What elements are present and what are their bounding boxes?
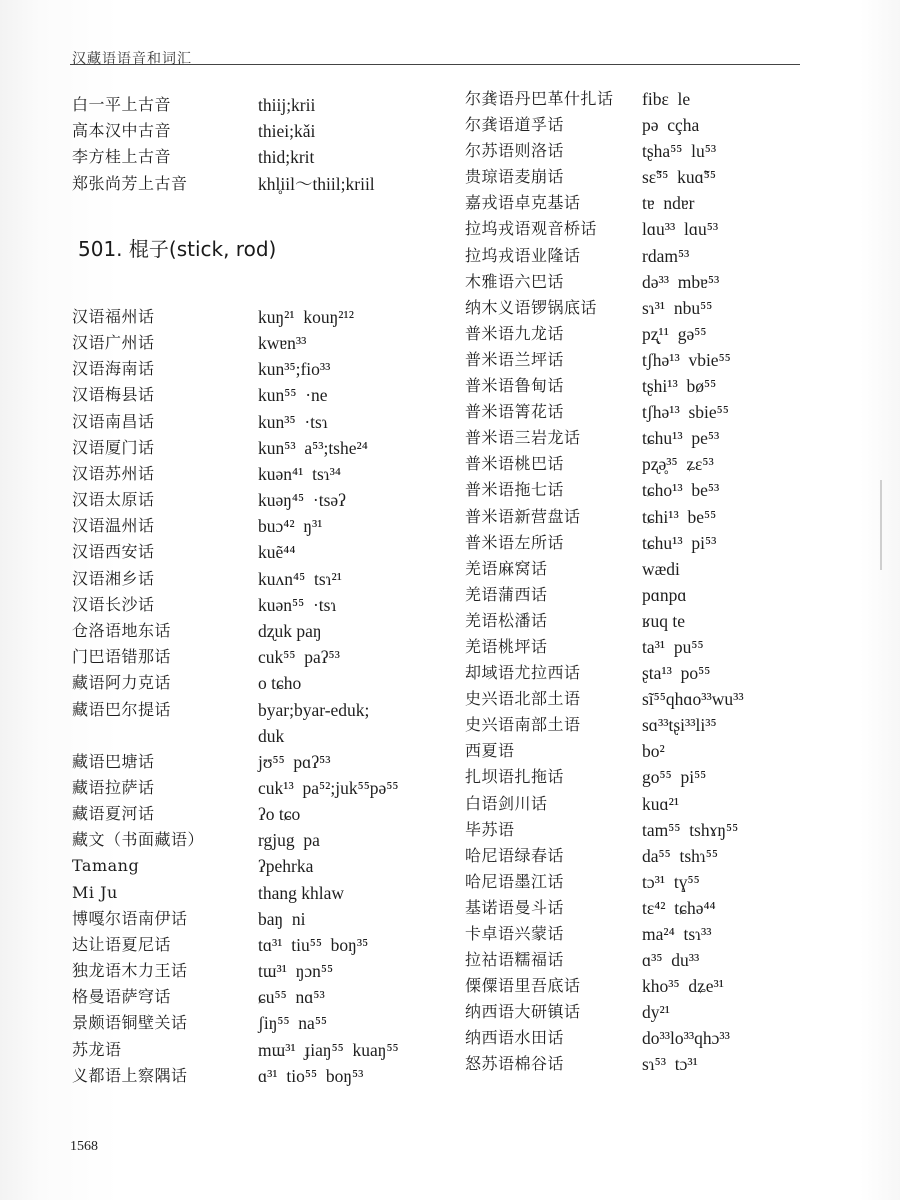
language-name: 史兴语南部土语 — [465, 715, 581, 735]
entry-row — [72, 382, 452, 408]
word-form: cuk¹³ pa⁵²;juk⁵⁵pə⁵⁵ — [258, 777, 399, 798]
language-name: 普米语拖七话 — [465, 480, 565, 500]
word-form: thiei;kǎi — [258, 121, 316, 142]
word-form: sĩ⁵⁵qhɑo³³wu³³ — [642, 689, 744, 710]
entry-row — [465, 530, 825, 556]
entry-row — [72, 906, 452, 932]
entry-row — [465, 764, 825, 790]
language-name: 尔苏语则洛话 — [465, 141, 565, 161]
entry-row — [465, 556, 825, 582]
language-name: 史兴语北部土语 — [465, 689, 581, 709]
word-form: ɑ³⁵ du³³ — [642, 950, 700, 971]
entry-row — [72, 670, 452, 696]
language-name: 尔龚语丹巴革什扎话 — [465, 89, 614, 108]
language-name: 汉语温州话 — [72, 516, 155, 536]
language-name: 木雅语六巴话 — [465, 271, 565, 291]
language-name: 扎坝语扎拖话 — [465, 767, 565, 787]
language-name: 普米语三岩龙话 — [465, 428, 581, 448]
page-number: 1568 — [70, 1139, 98, 1154]
word-form: fibɛ le — [642, 89, 691, 109]
language-name: 傈僳语里吾底话 — [465, 976, 581, 996]
entry-row — [72, 1010, 452, 1036]
entry-row — [465, 608, 825, 634]
language-name: 藏语巴塘话 — [72, 751, 155, 771]
language-name: 达让语夏尼话 — [72, 934, 172, 954]
section-heading: 501. 棍子(stick, rod) — [78, 236, 277, 261]
entry-row — [72, 92, 452, 118]
language-name: 普米语九龙话 — [465, 323, 565, 343]
word-form: kun³⁵;fio³³ — [258, 359, 331, 380]
language-name: 博嘎尔语南伊话 — [72, 908, 188, 928]
entry-row — [465, 947, 825, 973]
entry-row — [465, 738, 825, 764]
language-name: 却域语尤拉西话 — [465, 663, 581, 683]
language-name: 羌语麻窝话 — [465, 558, 548, 578]
word-form: pə cçha — [642, 115, 700, 136]
entry-row — [465, 973, 825, 999]
language-name: 怒苏语棉谷话 — [465, 1054, 565, 1074]
left-column — [72, 92, 452, 1089]
entry-row — [72, 984, 452, 1010]
language-name: 嘉戎语卓克基话 — [465, 193, 581, 213]
running-head-title: 汉藏语语音和词汇 — [72, 51, 192, 67]
entry-row — [465, 347, 825, 373]
entry-row — [72, 539, 452, 565]
word-form: tɕhi¹³ be⁵⁵ — [642, 506, 717, 527]
entry-row — [465, 634, 825, 660]
entry-row — [465, 425, 825, 451]
language-name: 藏语巴尔提话 — [72, 699, 172, 719]
language-name: 藏语阿力克话 — [72, 673, 172, 693]
entry-row — [72, 827, 452, 853]
entry-row — [465, 112, 825, 138]
entry-row — [465, 895, 825, 921]
word-form: kuẽ⁴⁴ — [258, 542, 296, 563]
word-form: o tɕho — [258, 673, 302, 694]
entry-row — [72, 171, 452, 197]
word-form: lɑu³³ lɑu⁵³ — [642, 219, 719, 240]
entry-row — [465, 582, 825, 608]
entry-row — [465, 791, 825, 817]
language-name: 普米语新营盘话 — [465, 506, 581, 526]
language-name: 羌语松潘话 — [465, 610, 548, 630]
word-form: bo² — [642, 741, 665, 762]
language-name: 汉语长沙话 — [72, 594, 155, 614]
word-form: ʁuq te — [642, 610, 686, 631]
previous-entry-list — [72, 92, 452, 197]
language-name: 西夏语 — [465, 741, 515, 761]
entry-row — [465, 921, 825, 947]
word-form: mɯ³¹ ɟiaŋ⁵⁵ kuaŋ⁵⁵ — [258, 1039, 399, 1060]
language-name: 汉语南昌话 — [72, 411, 155, 431]
word-form: kun³⁵ ·tsɿ — [258, 411, 328, 432]
language-name: 拉坞戎语观音桥话 — [465, 219, 598, 239]
entry-row — [72, 853, 452, 879]
entry-row — [465, 399, 825, 425]
entry-row — [72, 697, 452, 749]
word-form: kuŋ²¹ kouŋ²¹² — [258, 306, 355, 327]
word-form: thiij;krii — [258, 95, 316, 115]
entry-row — [72, 749, 452, 775]
language-name: 高本汉中古音 — [72, 121, 172, 141]
word-form: do³³lo³³qhɔ³³ — [642, 1028, 730, 1049]
word-form: sɿ³¹ nbu⁵⁵ — [642, 297, 713, 318]
word-form: kun⁵³ a⁵³;tshe²⁴ — [258, 437, 368, 458]
language-name: 纳西语大研镇话 — [465, 1002, 581, 1022]
word-form: tʃhə¹³ sbie⁵⁵ — [642, 402, 729, 423]
language-name: 拉祜语糯福话 — [465, 950, 565, 970]
entry-row — [465, 477, 825, 503]
entry-row — [72, 513, 452, 539]
word-form: kuɑ²¹ — [642, 793, 680, 814]
entry-row — [72, 592, 452, 618]
entry-row — [465, 86, 825, 112]
language-name: 仓洛语地东话 — [72, 621, 172, 640]
language-name: 纳木义语锣锅底话 — [465, 297, 598, 317]
left-entry-list — [72, 304, 452, 1089]
entry-row — [465, 817, 825, 843]
entry-row — [72, 304, 452, 330]
word-form: cuk⁵⁵ paʔ⁵³ — [258, 647, 340, 668]
language-name: 汉语海南话 — [72, 359, 155, 379]
entry-row — [465, 504, 825, 530]
entry-row — [72, 644, 452, 670]
word-form: rgjug pa — [258, 830, 320, 851]
word-form: tʃhə¹³ vbie⁵⁵ — [642, 349, 731, 370]
entry-row — [465, 190, 825, 216]
entry-row — [465, 686, 825, 712]
word-form: tɐ ndɐr — [642, 193, 695, 214]
word-form: jʊ⁵⁵ pɑʔ⁵³ — [258, 751, 331, 772]
language-name: Mi Ju — [72, 882, 118, 902]
entry-row — [72, 932, 452, 958]
word-form: sɑ³³tʂi³³li³⁵ — [642, 715, 717, 736]
language-name: 贵琼语麦崩话 — [465, 167, 565, 187]
entry-row — [72, 1063, 452, 1089]
language-name: 普米语箐花话 — [465, 402, 565, 422]
word-form: kho³⁵ dʑe³¹ — [642, 976, 725, 997]
word-form: tɔ³¹ tɣ⁵⁵ — [642, 871, 700, 892]
entry-row — [465, 999, 825, 1025]
right-column — [465, 86, 825, 1078]
word-form: thang khlaw — [258, 882, 345, 903]
language-name: 藏文（书面藏语） — [72, 830, 205, 850]
language-name: 普米语兰坪话 — [465, 349, 565, 369]
word-form: pʐə̥³⁵ ʑɛ⁵³ — [642, 454, 714, 475]
entry-row — [72, 775, 452, 801]
word-form: ʃiŋ⁵⁵ na⁵⁵ — [258, 1013, 328, 1034]
language-name: 门巴语错那话 — [72, 647, 172, 667]
word-form: kuəŋ⁴⁵ ·tsəʔ — [258, 490, 346, 511]
language-name: 普米语鲁甸话 — [465, 376, 565, 396]
entry-row — [465, 269, 825, 295]
entry-row — [72, 487, 452, 513]
word-form: kuən⁴¹ tsɿ³⁴ — [258, 463, 341, 484]
word-form: sɿ⁵³ tɔ³¹ — [642, 1054, 698, 1075]
word-form: rdam⁵³ — [642, 245, 690, 266]
word-form: pʐ̩¹¹ gə⁵⁵ — [642, 323, 707, 344]
entry-row — [465, 164, 825, 190]
word-form: kuʌn⁴⁵ tsɿ²¹ — [258, 568, 342, 589]
word-form: də³³ mbɐ⁵³ — [642, 271, 720, 292]
language-name: 汉语厦门话 — [72, 437, 155, 457]
word-form: ʔo tɕo — [258, 803, 301, 824]
entry-row — [465, 451, 825, 477]
language-name: 汉语福州话 — [72, 306, 155, 326]
language-name: 苏龙语 — [72, 1039, 122, 1059]
language-name: 拉坞戎语业隆话 — [465, 245, 581, 265]
header-rule — [70, 64, 800, 65]
word-form: baŋ ni — [258, 908, 306, 929]
word-form: tɛ⁴² tɕhə⁴⁴ — [642, 897, 716, 918]
entry-row — [465, 843, 825, 869]
entry-row — [72, 435, 452, 461]
language-name: Tamang — [72, 856, 140, 876]
entry-row — [465, 321, 825, 347]
word-form: kwɐn³³ — [258, 332, 307, 353]
word-form: sɛ̃⁵⁵ kuɑ̃⁵⁵ — [642, 167, 716, 188]
entry-row — [465, 660, 825, 686]
entry-row — [465, 712, 825, 738]
word-form: pɑnpɑ — [642, 584, 687, 605]
language-name: 汉语苏州话 — [72, 463, 155, 483]
word-form: dy²¹ — [642, 1002, 670, 1023]
language-name: 汉语湘乡话 — [72, 568, 155, 588]
word-form: ɑ³¹ tio⁵⁵ boŋ⁵³ — [258, 1065, 364, 1086]
entry-row — [72, 618, 452, 644]
word-form: tʂhi¹³ bø⁵⁵ — [642, 376, 717, 397]
word-form: kun⁵⁵ ·ne — [258, 385, 328, 406]
language-name: 哈尼语绿春话 — [465, 845, 565, 865]
entry-row — [465, 243, 825, 269]
language-name: 白一平上古音 — [72, 95, 172, 114]
word-form: tɕhu¹³ pe⁵³ — [642, 428, 720, 449]
entry-row — [72, 801, 452, 827]
entry-row — [72, 330, 452, 356]
entry-row — [72, 356, 452, 382]
section-heading-block — [72, 197, 452, 261]
entry-row — [465, 1051, 825, 1077]
language-name: 李方桂上古音 — [72, 147, 172, 167]
word-form: go⁵⁵ pi⁵⁵ — [642, 767, 707, 788]
language-name: 基诺语曼斗话 — [465, 897, 565, 917]
language-name: 汉语太原话 — [72, 490, 155, 510]
language-name: 郑张尚芳上古音 — [72, 173, 188, 193]
entry-row — [72, 566, 452, 592]
language-name: 卡卓语兴蒙话 — [465, 924, 565, 943]
word-form: byar;byar-eduk; duk — [258, 699, 370, 746]
language-name: 尔龚语道孚话 — [465, 115, 565, 135]
entry-row — [72, 958, 452, 984]
word-form: tɑ³¹ tiu⁵⁵ boŋ³⁵ — [258, 934, 369, 955]
language-name: 哈尼语墨江话 — [465, 871, 565, 891]
language-name: 汉语西安话 — [72, 542, 155, 562]
language-name: 藏语夏河话 — [72, 803, 155, 823]
language-name: 白语剑川话 — [465, 793, 548, 813]
entry-row — [465, 216, 825, 242]
entry-row — [72, 409, 452, 435]
word-form: buɔ⁴² ŋ³¹ — [258, 516, 323, 537]
entry-row — [465, 138, 825, 164]
word-form: dʐuk paŋ — [258, 621, 322, 641]
language-name: 羌语蒲西话 — [465, 584, 548, 604]
word-form: ʂta¹³ po⁵⁵ — [642, 663, 711, 684]
entry-row — [465, 373, 825, 399]
entry-row — [465, 1025, 825, 1051]
heading-spacer — [72, 244, 452, 304]
word-form: ɕu⁵⁵ nɑ⁵³ — [258, 987, 325, 1008]
word-form: kuən⁵⁵ ·tsɿ — [258, 594, 337, 615]
word-form: tɯ³¹ ŋɔn⁵⁵ — [258, 961, 334, 982]
entry-row — [72, 118, 452, 144]
language-name: 景颇语铜壁关话 — [72, 1013, 188, 1033]
word-form: ta³¹ pu⁵⁵ — [642, 636, 704, 657]
language-name: 义都语上察隅话 — [72, 1065, 188, 1085]
language-name: 羌语桃坪话 — [465, 636, 548, 656]
word-form: ʔpehrka — [258, 856, 314, 877]
word-form: tam⁵⁵ tshɤŋ⁵⁵ — [642, 819, 739, 840]
language-name: 普米语桃巴话 — [465, 454, 565, 474]
entry-row — [72, 144, 452, 170]
right-entry-list — [465, 86, 825, 1078]
language-name: 普米语左所话 — [465, 532, 565, 552]
language-name: 独龙语木力王话 — [72, 961, 188, 981]
entry-row — [72, 461, 452, 487]
word-form: thid;krit — [258, 147, 315, 168]
word-form: tɕhu¹³ pi⁵³ — [642, 532, 717, 553]
word-form: wædi — [642, 558, 680, 579]
entry-row — [72, 1037, 452, 1063]
language-name: 格曼语萨穹话 — [72, 987, 172, 1007]
binding-mark — [880, 480, 882, 570]
word-form: da⁵⁵ tshɿ⁵⁵ — [642, 845, 718, 866]
entry-row — [465, 869, 825, 895]
language-name: 汉语广州话 — [72, 332, 155, 352]
language-name: 藏语拉萨话 — [72, 777, 155, 797]
language-name: 毕苏语 — [465, 819, 515, 839]
word-form: khl̥iil～thiil;kriil — [258, 173, 375, 194]
word-form: tɕho¹³ be⁵³ — [642, 480, 720, 501]
language-name: 纳西语水田话 — [465, 1028, 565, 1048]
language-name: 汉语梅县话 — [72, 385, 155, 405]
word-form: ma²⁴ tsɿ³³ — [642, 924, 712, 944]
entry-row — [465, 295, 825, 321]
entry-row — [72, 880, 452, 906]
word-form: tʂha⁵⁵ lu⁵³ — [642, 141, 717, 162]
